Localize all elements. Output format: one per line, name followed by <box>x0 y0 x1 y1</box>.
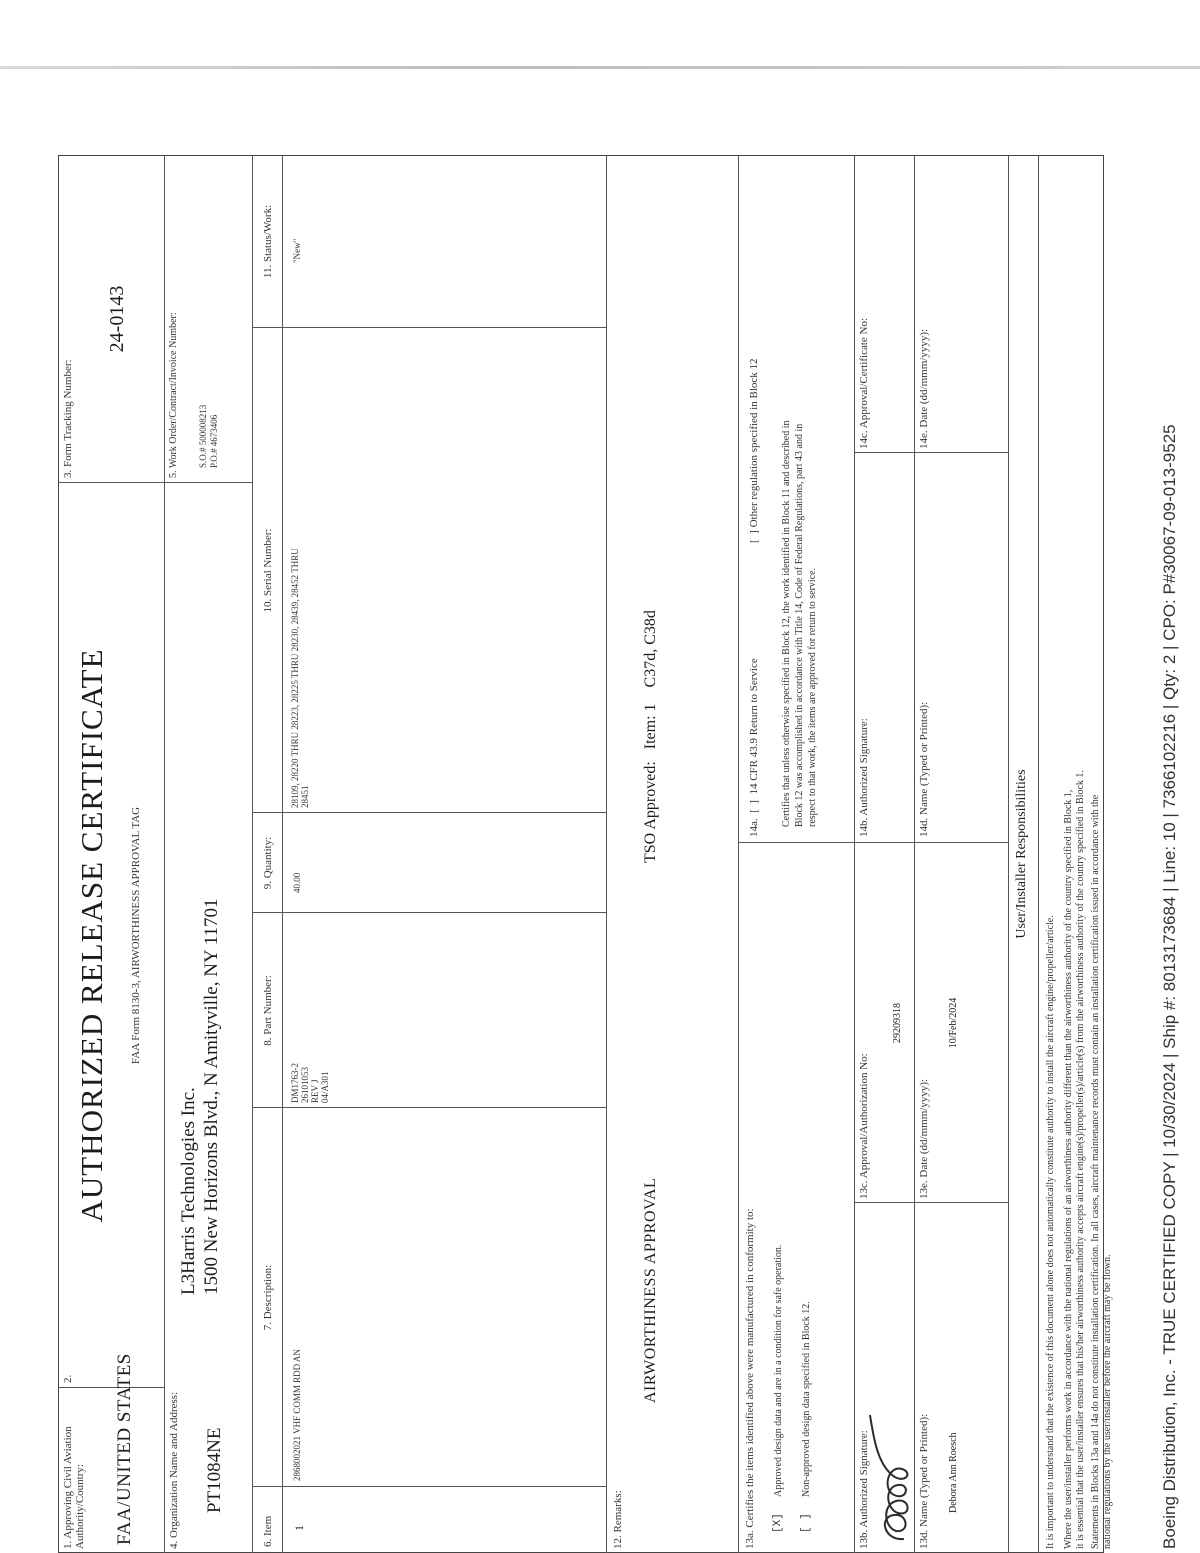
organization-name: L3Harris Technologies Inc. <box>178 1087 199 1295</box>
block14a-other-regulation: [ ] Other regulation specified in Block 12 <box>748 358 760 543</box>
column-header-quantity: 9. Quantity: <box>262 836 274 890</box>
block5-label: 5. Work Order/Contract/Invoice Number: <box>168 312 179 478</box>
divider <box>914 155 915 1553</box>
block1-value: FAA/UNITED STATES <box>114 1353 135 1545</box>
block14a-statement-line: Block 12 was accomplished in accordance with Title 14, Code of Federal Regulations, part 43 and in <box>794 423 805 827</box>
remarks-label: 12. Remarks: <box>612 1490 624 1549</box>
divider <box>738 155 739 1553</box>
serial-number-line: 28451 <box>300 785 310 808</box>
part-number-line: 04/A301 <box>320 1071 330 1103</box>
form-title: AUTHORIZED RELEASE CERTIFICATE <box>74 648 109 1223</box>
approved-design-checkbox[interactable]: [X] <box>772 1513 784 1533</box>
approval-date: 10/Feb/2024 <box>948 997 959 1049</box>
divider <box>1038 155 1039 1553</box>
divider <box>606 155 607 1553</box>
block13c-label: 13c. Approval/Authorization No: <box>858 1053 870 1199</box>
part-number-line: REV J <box>310 1079 320 1103</box>
block1-label: 1. Approving Civil Aviation Authority/Country: <box>62 1426 86 1549</box>
authorized-person-name: Debora Ann Roesch <box>948 1432 959 1513</box>
item-description: 2868002021 VHF COMM RDD AN <box>292 1349 302 1481</box>
approval-authorization-number: 29209318 <box>892 1003 903 1043</box>
column-header-item: 6. Item <box>262 1515 274 1547</box>
block14d-label: 14d. Name (Typed or Printed): <box>918 701 930 837</box>
part-number-line: DM1763-2 <box>290 1063 300 1103</box>
authorized-signature <box>864 1395 920 1545</box>
divider <box>252 812 606 813</box>
non-approved-design-text: Non-approved design data specified in Block 12. <box>801 1301 812 1497</box>
sales-order-number: S.O.# 500008213 <box>198 404 208 468</box>
divider <box>252 155 253 1553</box>
user-installer-paragraph: national regulations by the user/installer before the aircraft may be flown. <box>1102 1254 1113 1549</box>
scan-edge-line <box>0 66 1200 69</box>
item-status: "New" <box>292 238 302 263</box>
organization-code: PT1084NE <box>204 1427 225 1513</box>
block14c-label: 14c. Approval/Certificate No: <box>858 317 870 449</box>
block14e-label: 14e. Date (dd/mmm/yyyy): <box>918 328 930 449</box>
block2-label: 2. <box>62 1374 74 1383</box>
non-approved-design-checkbox[interactable]: [ ] <box>800 1513 812 1533</box>
block14a-label: 14a. [ ] 14 CFR 43.9 Return to Service <box>748 658 760 837</box>
divider <box>854 155 855 1553</box>
block3-label: 3. Form Tracking Number: <box>62 359 74 478</box>
block13d-label: 13d. Name (Typed or Printed): <box>918 1413 930 1549</box>
serial-number-line: 28109, 28220 THRU 28223, 28225 THRU 28230, 28439, 28452 THRU <box>290 548 300 808</box>
divider <box>252 1486 606 1487</box>
user-installer-paragraph: It is important to understand that the existence of this document alone does not automatically constitute authority to install the aircraft engine/propeller/article. <box>1045 915 1056 1549</box>
certified-copy-stamp: Boeing Distribution, Inc. - TRUE CERTIFIED COPY | 10/30/2024 | Ship #: 8013173684 | Line: 10 | 7366102216 | Qty: 2 | CPO: P#30067-09-013-9525 <box>1160 424 1179 1549</box>
remarks-heading: AIRWORTHINESS APPROVAL <box>642 1177 659 1403</box>
block4-label: 4. Organization Name and Address: <box>168 1391 180 1549</box>
column-header-status-work: 11. Status/Work: <box>262 204 274 279</box>
user-installer-paragraph: Statements in Blocks 13a and 14a do not constitute installation certification. In all cases, aircraft maintenance records must contain an installation certification issued in accordance with the <box>1090 794 1101 1549</box>
divider <box>252 327 606 328</box>
divider <box>164 482 252 483</box>
block13e-label: 13e. Date (dd/mmm/yyyy): <box>918 1078 930 1199</box>
user-installer-paragraph: Where the user/installer performs work in accordance with the national regulations of an airworthiness authority different than the airworthiness authority of the country specified in Block 1, <box>1063 789 1074 1549</box>
divider <box>252 1107 606 1108</box>
divider <box>282 155 283 1553</box>
block13b-label: 13b. Authorized Signature: <box>858 1430 870 1549</box>
form-subtitle: FAA Form 8130-3, AIRWORTHINESS APPROVAL TAG <box>130 806 142 1065</box>
item-number: 1 <box>292 1525 306 1531</box>
divider <box>164 155 165 1553</box>
column-header-part-number: 8. Part Number: <box>262 975 274 1046</box>
tso-approval: TSO Approved: Item: 1 C37d, C38d <box>642 610 659 863</box>
user-installer-paragraph: it is essential that the user/installer ensures that his/her airworthiness authority accepts aircraft engine(s)/propeller(s)/article(s) from the airworthiness authority of the country specified in Block 1. <box>1075 770 1086 1549</box>
user-installer-heading: User/Installer Responsibilities <box>1014 769 1029 939</box>
purchase-order-number: P.O.# 4673406 <box>209 414 219 468</box>
organization-address: 1500 New Horizons Blvd., N Amityville, NY 11701 <box>201 898 222 1295</box>
block13a-label: 13a. Certifies the items identified above were manufactured in conformity to: <box>744 1208 756 1549</box>
release-certificate-form <box>58 155 1113 1553</box>
divider <box>854 1202 1008 1203</box>
item-quantity: 40.00 <box>292 872 302 893</box>
block14b-label: 14b. Authorized Signature: <box>858 718 870 837</box>
divider <box>738 842 1008 843</box>
divider <box>854 452 1008 453</box>
divider <box>1008 155 1009 1553</box>
divider <box>252 912 606 913</box>
approved-design-text: Approved design data and are in a condition for safe operation. <box>773 1244 784 1497</box>
column-header-description: 7. Description: <box>262 1264 274 1331</box>
column-header-serial-number: 10. Serial Number: <box>262 528 274 613</box>
block14a-statement-line: Certifies that unless otherwise specified in Block 12, the work identified in Block 11 and described in <box>781 420 792 827</box>
part-number-line: 26101053 <box>300 1067 310 1103</box>
form-tracking-number: 24-0143 <box>106 285 128 353</box>
block14a-statement-line: respect to that work, the items are approved for return to service. <box>807 567 818 827</box>
